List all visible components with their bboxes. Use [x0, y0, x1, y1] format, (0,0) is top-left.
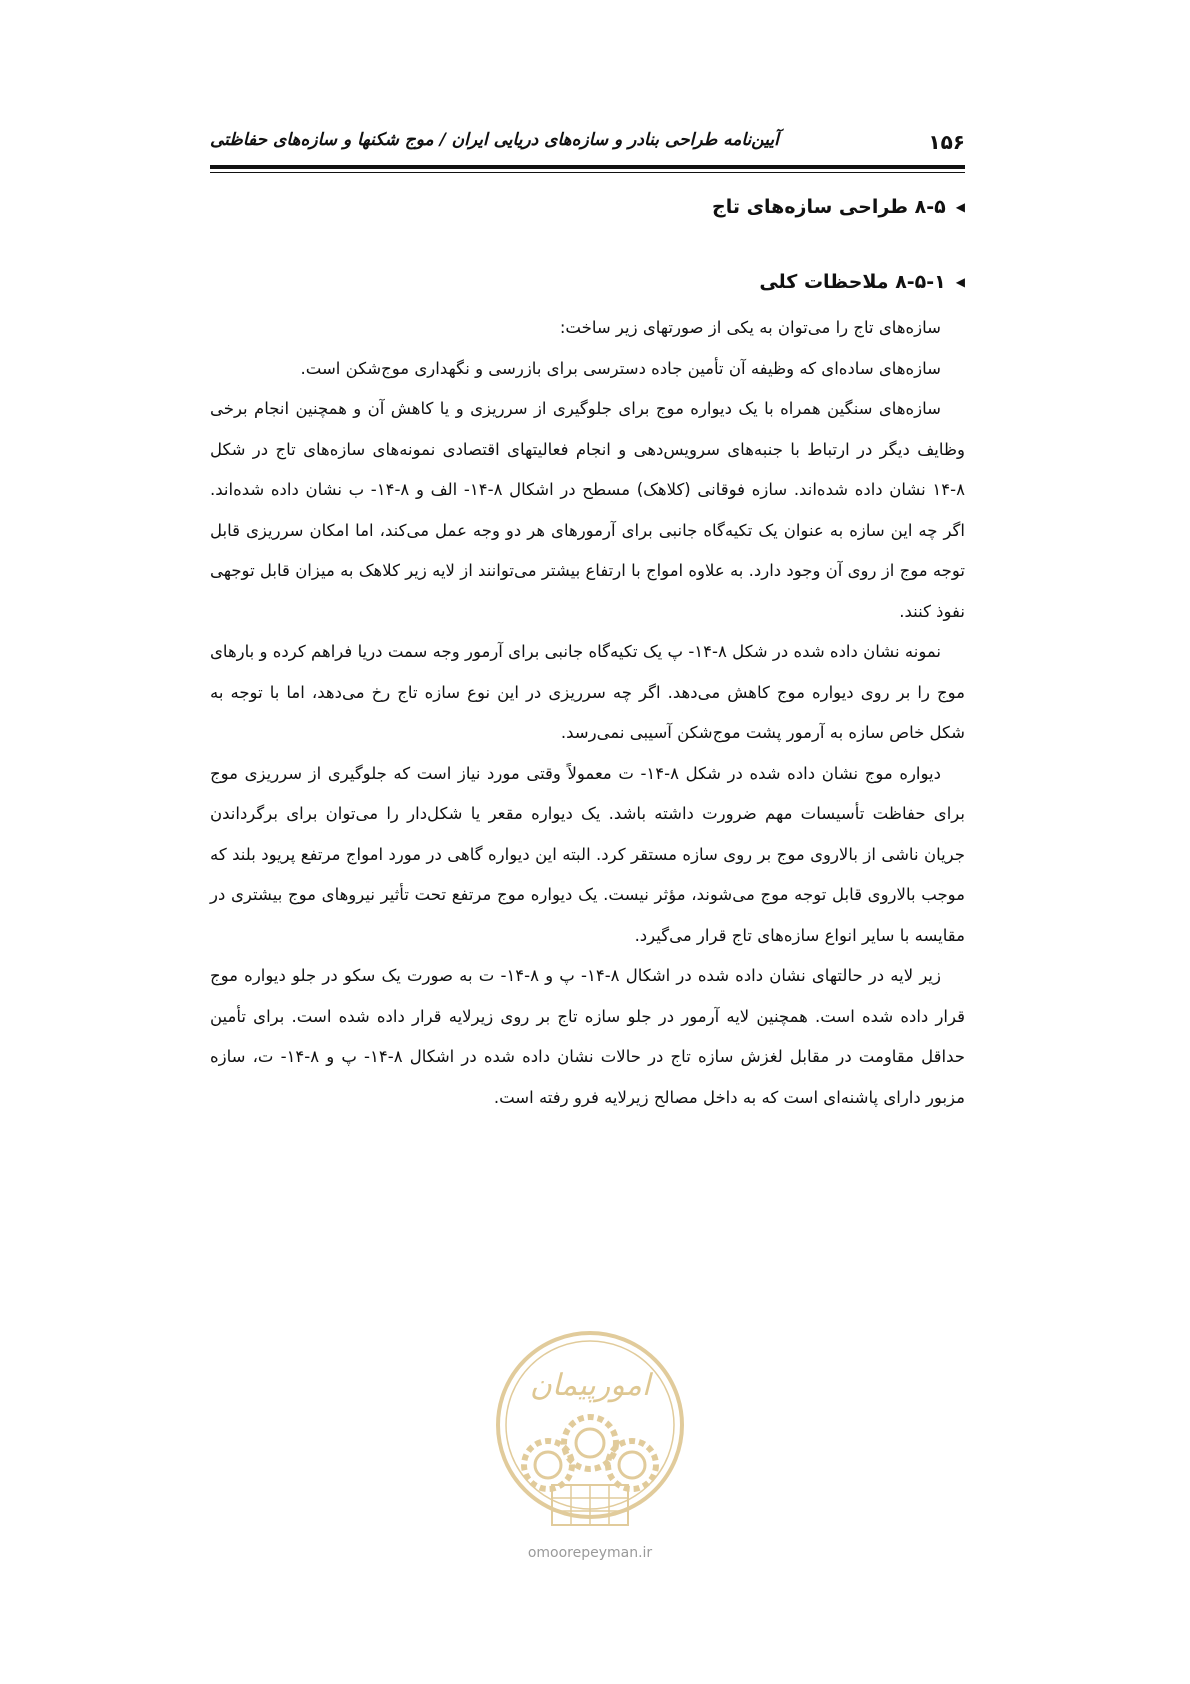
paragraph: نمونه نشان داده شده در شکل ۸-۱۴- پ یک تکیه‌گاه جانبی برای آرمور وجه سمت دریا فراهم کرده و بارهای موج را بر روی دیواره موج کاهش می‌دهد. اگر چه سرریزی در این نوع سازه تاج رخ می‌دهد، اما با توجه به شکل خاص سازه به آرمور پشت موج‌شکن آسیبی نمی‌رسد. — [210, 642, 965, 742]
triangle-bullet-icon: ◀ — [955, 275, 965, 289]
triangle-bullet-icon: ◀ — [955, 200, 965, 214]
page-number: ۱۵۶ — [928, 130, 965, 154]
section-content — [210, 185, 965, 1118]
header-title: آیین‌نامه طراحی بنادر و سازه‌های دریایی ایران / موج شکنها و سازه‌های حفاظتی — [210, 130, 779, 150]
subsection-heading-text: ۸-۵-۱ ملاحظات کلی — [759, 271, 946, 293]
subsection-heading — [210, 262, 965, 302]
watermark-logo-text: امورپیمان — [529, 1368, 651, 1403]
watermark-site: omoorepeyman.ir — [527, 1545, 653, 1561]
paragraph: سازه‌های سنگین همراه با یک دیواره موج برای جلوگیری از سرریزی و یا کاهش آن و همچنین انجام برخی وظایف دیگر در ارتباط با جنبه‌های سرویس‌دهی و انجام فعالیتهای اقتصادی نمونه‌های سازه‌های تاج در شکل ۸-۱۴ نشان داده شده‌اند. سازه فوقانی (کلاهک) مسطح در اشکال ۸-۱۴- الف و ۸-۱۴- ب نشان داده شده‌اند. اگر چه این سازه به عنوان یک تکیه‌گاه جانبی برای آرمورهای هر دو وجه عمل می‌کند، اما امکان سرریزی قابل توجه موج از روی آن وجود دارد. به علاوه امواج با ارتفاع بیشتر می‌توانند از لایه زیر کلاهک به میزان قابل توجهی نفوذ کنند. — [210, 399, 965, 621]
paragraph: زیر لایه در حالتهای نشان داده شده در اشکال ۸-۱۴- پ و ۸-۱۴- ت به صورت یک سکو در جلو دیواره موج قرار داده شده است. همچنین لایه آرمور در جلو سازه تاج بر روی زیرلایه قرار داده شده است. برای تأمین حداقل مقاومت در مقابل لغزش سازه تاج در حالات نشان داده شده در اشکال ۸-۱۴- پ و ۸-۱۴- ت، سازه مزبور دارای پاشنه‌ای است که به داخل مصالح زیرلایه فرو رفته است. — [210, 966, 965, 1107]
watermark-logo — [490, 1325, 690, 1561]
seal-icon — [490, 1325, 690, 1540]
header-rule-thin — [210, 172, 965, 173]
paragraph: دیواره موج نشان داده شده در شکل ۸-۱۴- ت معمولاً وقتی مورد نیاز است که جلوگیری از سرریزی موج برای حفاظت تأسیسات مهم ضرورت داشته باشد. یک دیواره مقعر یا شکل‌دار را می‌توان برای برگرداندن جریان ناشی از بالاروی موج بر روی سازه مستقر کرد. البته این دیواره گاهی در مورد امواج مرتفع پریود بلند که موجب بالاروی قابل توجه موج می‌شوند، مؤثر نیست. یک دیواره موج مرتفع تحت تأثیر نیروهای موج بیشتری در مقایسه با سایر انواع سازه‌های تاج قرار می‌گیرد. — [210, 763, 965, 945]
running-header — [210, 124, 965, 160]
paragraph: سازه‌های ساده‌ای که وظیفه آن تأمین جاده دسترسی برای بازرسی و نگهداری موج‌شکن است. — [300, 358, 941, 378]
header-rule — [210, 165, 965, 169]
section-heading-text: ۸-۵ طراحی سازه‌های تاج — [712, 196, 946, 218]
paragraph: سازه‌های تاج را می‌توان به یکی از صورتهای زیر ساخت: — [559, 318, 941, 337]
section-heading — [210, 187, 965, 227]
